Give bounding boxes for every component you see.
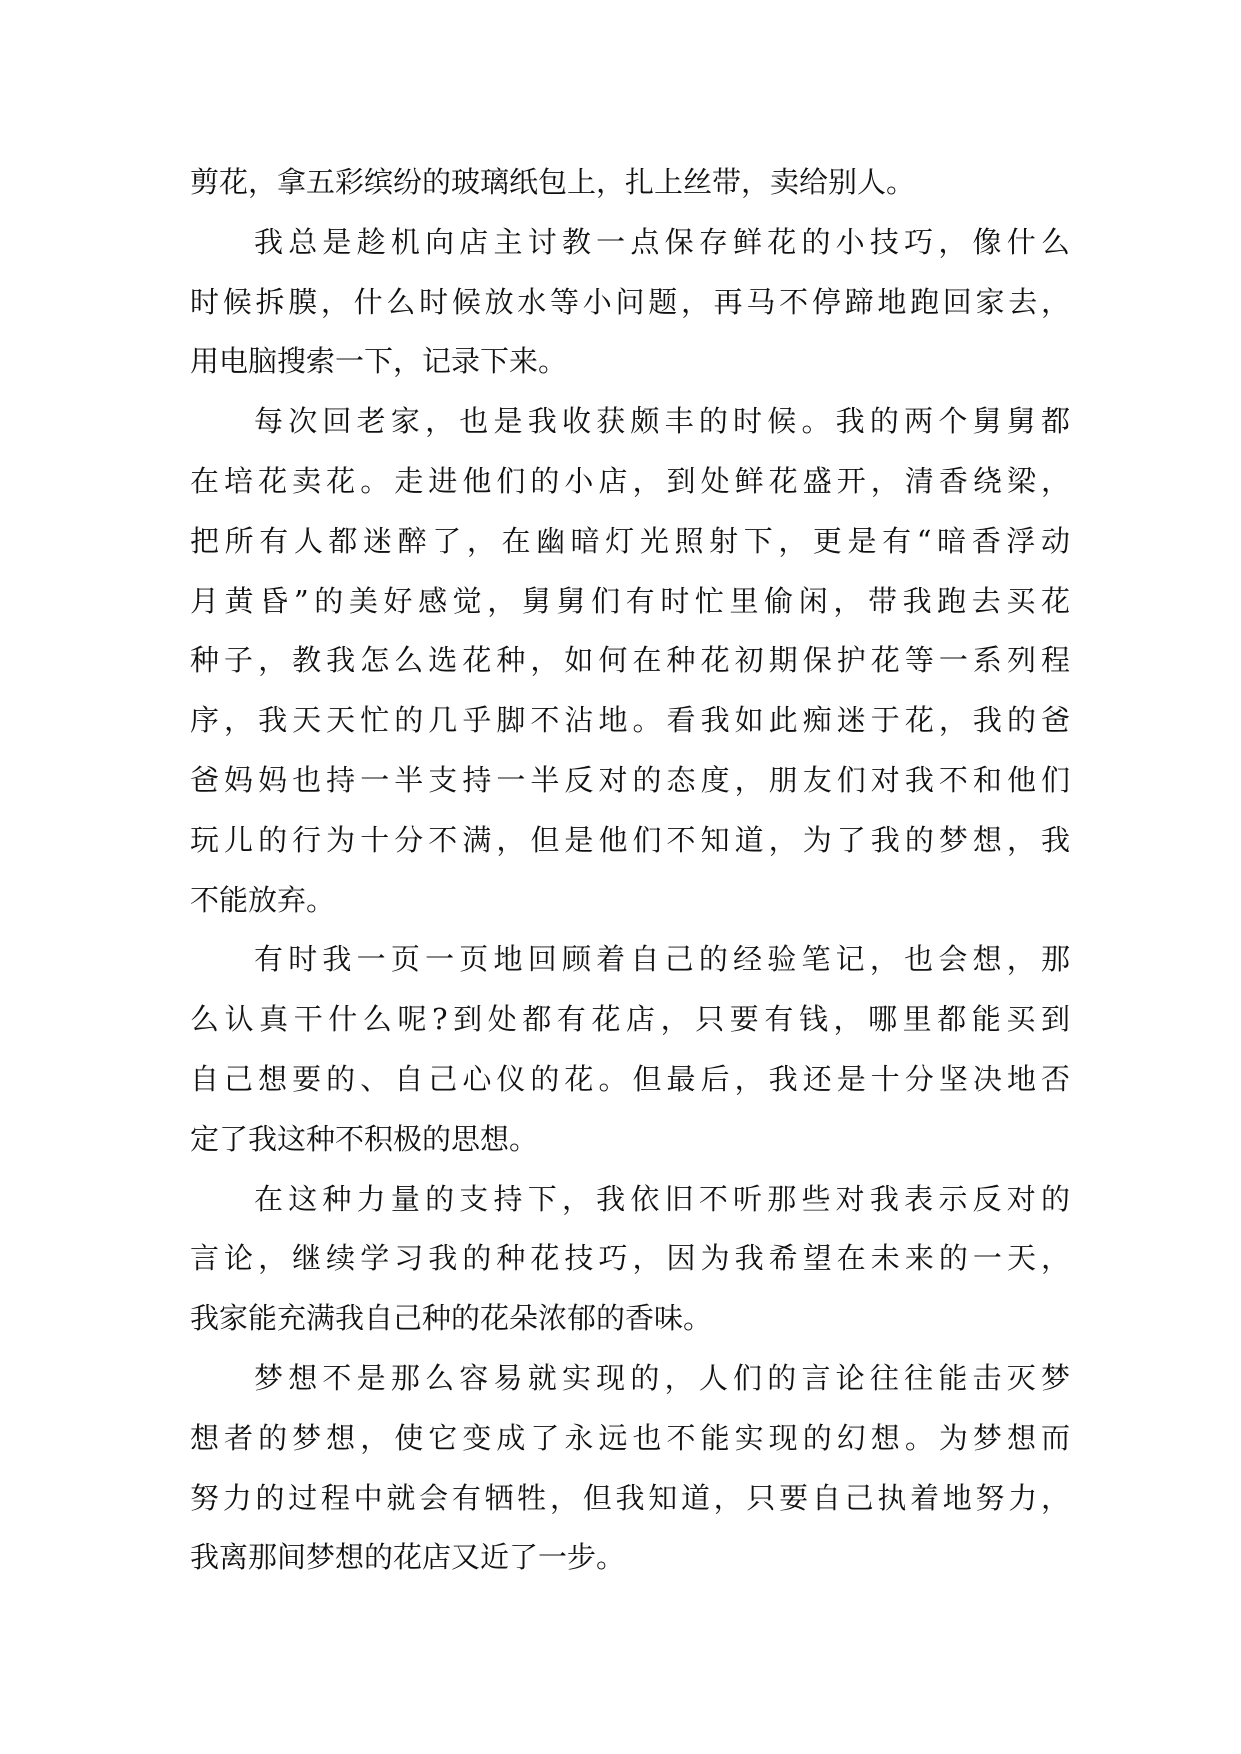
text-line: 我家能充满我自己种的花朵浓郁的香味。 [190,1301,713,1336]
text-line: 每次回老家，也是我收获颇丰的时候。我的两个舅舅都 [254,404,1070,439]
text-line: 玩儿的行为十分不满，但是他们不知道，为了我的梦想，我 [190,822,1070,857]
text-line: 自己想要的、自己心仪的花。但最后，我还是十分坚决地否 [190,1061,1070,1096]
text-line: 梦想不是那么容易就实现的，人们的言论往往能击灭梦 [254,1360,1070,1395]
text-line: 有时我一页一页地回顾着自己的经验笔记，也会想，那 [254,942,1070,977]
text-line: 想者的梦想，使它变成了永远也不能实现的幻想。为梦想而 [190,1420,1070,1455]
text-line: 不能放弃。 [190,882,336,917]
text-line: 努力的过程中就会有牺牲，但我知道，只要自己执着地努力， [190,1480,1070,1515]
text-line: 在培花卖花。走进他们的小店，到处鲜花盛开，清香绕梁， [190,463,1070,498]
text-line: 爸妈妈也持一半支持一半反对的态度，朋友们对我不和他们 [190,762,1070,797]
text-line: 我总是趁机向店主讨教一点保存鲜花的小技巧，像什么 [254,224,1070,259]
text-line: 么认真干什么呢?到处都有花店，只要有钱，哪里都能买到 [190,1002,1070,1037]
text-line: 把所有人都迷醉了，在幽暗灯光照射下，更是有“暗香浮动 [190,523,1070,558]
text-line: 定了我这种不积极的思想。 [190,1121,539,1156]
text-line: 在这种力量的支持下，我依旧不听那些对我表示反对的 [254,1181,1070,1216]
text-line: 月黄昏”的美好感觉，舅舅们有时忙里偷闲，带我跑去买花 [190,583,1070,618]
text-line: 用电脑搜索一下，记录下来。 [190,344,568,379]
text-line: 时候拆膜，什么时候放水等小问题，再马不停蹄地跑回家去， [190,284,1070,319]
text-line: 言论，继续学习我的种花技巧，因为我希望在未来的一天， [190,1241,1070,1276]
text-line: 种子，教我怎么选花种，如何在种花初期保护花等一系列程 [190,643,1070,678]
text-line: 序，我天天忙的几乎脚不沾地。看我如此痴迷于花，我的爸 [190,703,1070,738]
text-line: 剪花，拿五彩缤纷的玻璃纸包上，扎上丝带，卖给别人。 [190,165,916,199]
text-line: 我离那间梦想的花店又近了一步。 [190,1540,626,1575]
document-body [190,153,1070,1588]
